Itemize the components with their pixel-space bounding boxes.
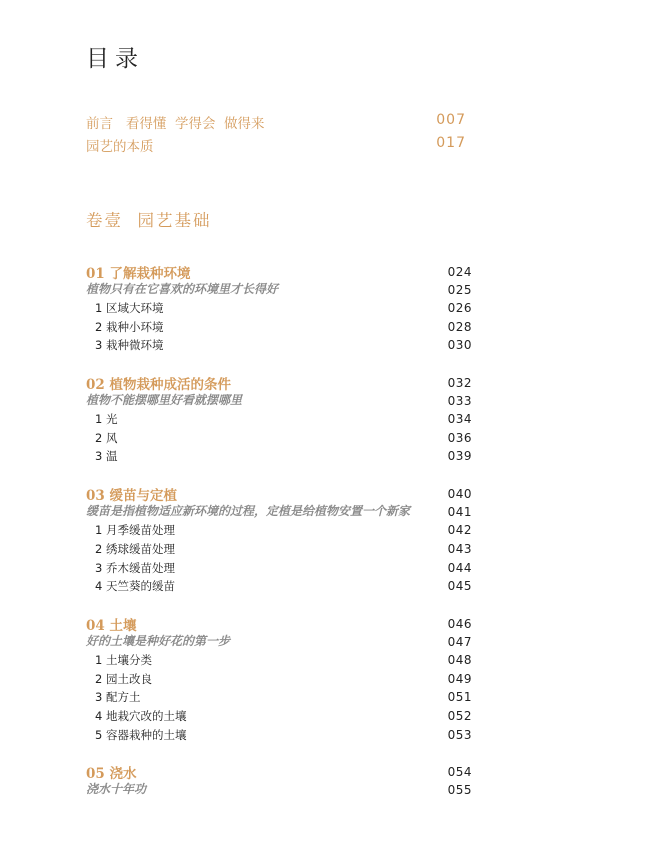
toc-page-number: 026 — [447, 301, 472, 315]
toc-page-number: 024 — [447, 265, 472, 279]
toc-item[interactable] — [86, 298, 472, 317]
toc-entry-label: 前言 看得懂 学得会 做得来 — [86, 116, 265, 132]
chapter-subtitle: 浇水十年功 — [86, 782, 147, 797]
toc-item[interactable] — [86, 706, 472, 725]
toc-entry-label: 园艺的本质 — [86, 139, 154, 155]
chapter-title: 05 浇水 — [86, 766, 137, 783]
toc-page-number: 017 — [436, 135, 466, 151]
toc-item[interactable] — [86, 539, 472, 558]
chapter-title-row[interactable] — [86, 484, 472, 505]
chapter-01 — [86, 262, 472, 354]
toc-item[interactable] — [86, 428, 472, 447]
toc-page-number: 054 — [447, 765, 472, 780]
toc-page-number: 036 — [447, 430, 472, 445]
chapter-subtitle-row[interactable] — [86, 780, 472, 798]
toc-page-number: 025 — [447, 283, 472, 297]
toc-page-number: 039 — [447, 449, 472, 464]
chapter-title: 03 缓苗与定植 — [86, 488, 177, 505]
toc-item-label: 4 天竺葵的缓苗 — [95, 579, 175, 594]
chapter-list — [86, 262, 472, 817]
chapter-03 — [86, 484, 472, 595]
toc-page-number: 048 — [447, 652, 472, 667]
chapter-subtitle-row[interactable] — [86, 391, 472, 409]
toc-item-label: 1 土壤分类 — [95, 652, 152, 667]
toc-entry-preface[interactable] — [86, 112, 466, 135]
toc-item[interactable] — [86, 446, 472, 465]
chapter-title-row[interactable] — [86, 762, 472, 783]
toc-page-number: 034 — [447, 412, 472, 427]
toc-page-number: 049 — [447, 671, 472, 686]
toc-item[interactable] — [86, 558, 472, 577]
chapter-subtitle: 植物只有在它喜欢的环境里才长得好 — [86, 282, 279, 296]
toc-page-number: 043 — [447, 541, 472, 556]
chapter-title: 04 土壤 — [86, 617, 137, 634]
toc-item[interactable] — [86, 335, 472, 354]
chapter-subtitle-row[interactable] — [86, 632, 472, 650]
toc-item-label: 2 绣球缓苗处理 — [95, 541, 175, 556]
toc-item[interactable] — [86, 317, 472, 336]
chapter-title: 01 了解栽种环境 — [86, 266, 191, 282]
toc-item[interactable] — [86, 409, 472, 428]
toc-item-label: 3 栽种微环境 — [95, 338, 164, 353]
toc-item-label: 2 风 — [95, 430, 118, 445]
front-matter-list — [86, 112, 466, 158]
chapter-05 — [86, 762, 472, 798]
toc-item-label: 5 容器栽种的土壤 — [95, 727, 187, 742]
toc-item-label: 2 园土改良 — [95, 671, 152, 686]
chapter-title-row[interactable] — [86, 614, 472, 632]
chapter-subtitle-row[interactable] — [86, 280, 472, 298]
toc-page-number: 046 — [447, 616, 472, 631]
toc-item-label: 1 月季缓苗处理 — [95, 523, 175, 538]
toc-item-label: 4 地栽穴改的土壤 — [95, 708, 187, 723]
toc-page-number: 032 — [447, 376, 472, 391]
toc-page-number: 047 — [447, 634, 472, 649]
chapter-subtitle-row[interactable] — [86, 502, 472, 520]
toc-page-number: 040 — [447, 487, 472, 502]
page-title: 目录 — [86, 46, 144, 72]
volume-heading: 卷壹 园艺基础 — [86, 211, 212, 230]
toc-page-number: 033 — [447, 394, 472, 409]
toc-item[interactable] — [86, 725, 472, 744]
toc-item-label: 2 栽种小环境 — [95, 319, 164, 334]
toc-page-number: 045 — [447, 579, 472, 594]
toc-page-number: 044 — [447, 560, 472, 575]
toc-item-label: 1 区域大环境 — [95, 301, 164, 315]
toc-item[interactable] — [86, 576, 472, 595]
toc-item[interactable] — [86, 650, 472, 669]
toc-page-number: 028 — [447, 319, 472, 334]
toc-page-number: 041 — [447, 505, 472, 520]
toc-item-label: 3 温 — [95, 449, 118, 464]
chapter-02 — [86, 373, 472, 465]
toc-page-number: 052 — [447, 708, 472, 723]
toc-page-number: 030 — [447, 338, 472, 353]
toc-page-number: 051 — [447, 690, 472, 705]
chapter-title: 02 植物栽种成活的条件 — [86, 377, 231, 394]
toc-page-number: 042 — [447, 523, 472, 538]
toc-item[interactable] — [86, 520, 472, 539]
toc-page-number: 055 — [447, 783, 472, 798]
toc-item-label: 3 配方土 — [95, 690, 141, 705]
toc-entry-essence[interactable] — [86, 135, 466, 158]
chapter-04 — [86, 614, 472, 743]
chapter-subtitle: 好的土壤是种好花的第一步 — [86, 633, 231, 648]
chapter-title-row[interactable] — [86, 373, 472, 394]
chapter-title-row[interactable] — [86, 262, 472, 280]
toc-item-label: 1 光 — [95, 412, 118, 427]
chapter-subtitle: 植物不能摆哪里好看就摆哪里 — [86, 393, 243, 408]
toc-item-label: 3 乔木缓苗处理 — [95, 560, 175, 575]
chapter-subtitle: 缓苗是指植物适应新环境的过程，定植是给植物安置一个新家 — [86, 504, 411, 519]
toc-item[interactable] — [86, 669, 472, 688]
toc-item[interactable] — [86, 687, 472, 706]
toc-page-number: 053 — [447, 727, 472, 742]
toc-page-number: 007 — [436, 112, 466, 128]
